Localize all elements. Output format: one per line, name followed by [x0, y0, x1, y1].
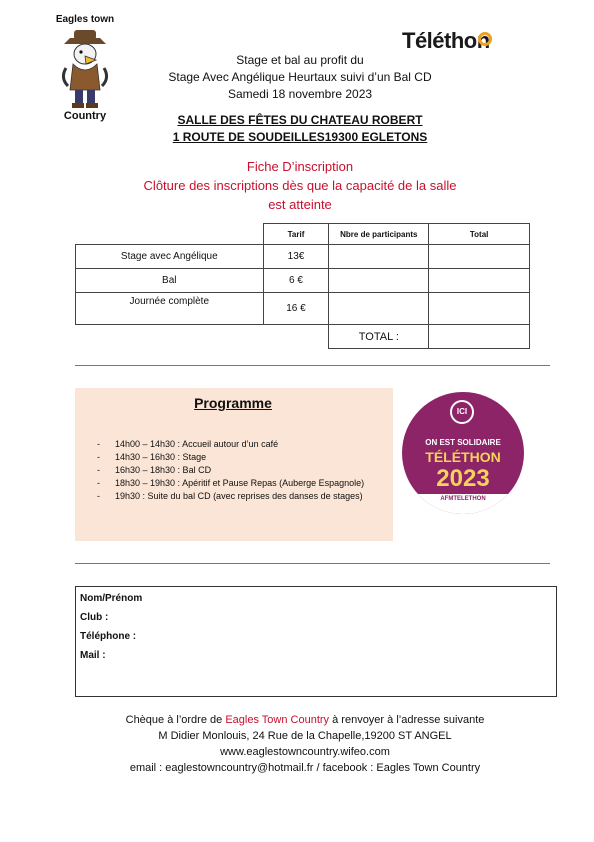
list-item: - 19h30 : Suite du bal CD (avec reprises des danses de stages) [97, 490, 364, 503]
row-tarif: 6 € [263, 269, 329, 293]
participants-cell[interactable] [329, 293, 429, 325]
eagle-cowboy-icon [56, 26, 114, 110]
total-cell[interactable] [429, 245, 530, 269]
participants-cell[interactable] [329, 245, 429, 269]
row-tarif: 16 € [263, 293, 329, 325]
club-field-label: Club : [80, 612, 109, 623]
list-item: - 14h00 – 14h30 : Accueil autour d’un café [97, 438, 364, 451]
name-field-label: Nom/Prénom [80, 593, 143, 604]
table-header-participants: Nbre de participants [329, 224, 429, 245]
list-item: - 14h30 – 16h30 : Stage [97, 451, 364, 464]
logo-bottom-text: Country [63, 110, 107, 122]
cheque-name: Eagles Town Country [225, 714, 330, 726]
table-header-total: Total [429, 224, 530, 245]
row-label: Journée complète [76, 293, 264, 325]
programme-title: Programme [194, 395, 272, 411]
name-field[interactable] [156, 591, 546, 607]
grand-total-cell[interactable] [429, 325, 530, 349]
table-header-tarif: Tarif [263, 224, 329, 245]
club-field[interactable] [156, 610, 546, 626]
website-link[interactable]: www.eaglestowncountry.wifeo.com [220, 746, 390, 758]
venue-line-2: 1 ROUTE DE SOUDEILLES19300 EGLETONS [172, 130, 428, 144]
table-row [76, 293, 530, 325]
fiche-title: Fiche D’inscription [246, 159, 354, 174]
ici-pin-icon: ICI [450, 400, 474, 424]
registration-form [75, 586, 557, 697]
fiche-closing-line-2: est atteinte [268, 197, 332, 212]
cheque-suffix: à renvoyer à l’adresse suivante [329, 714, 485, 726]
phone-field[interactable] [156, 629, 546, 645]
total-label: TOTAL : [329, 325, 429, 349]
cheque-prefix: Chèque à l’ordre de [125, 714, 226, 726]
logo-top-text: Eagles town [55, 14, 115, 25]
table-total-row [76, 325, 530, 349]
telethon-logo-text: Téléthon [402, 28, 490, 53]
row-label: Bal [76, 269, 264, 293]
tariff-table [75, 223, 530, 349]
table-row [76, 245, 530, 269]
header-line-2: Stage Avec Angélique Heurtaux suivi d’un Bal CD [168, 70, 432, 84]
telethon-logo-o-icon [478, 32, 492, 46]
total-row-spacer [76, 325, 264, 349]
mail-field[interactable] [156, 648, 546, 664]
eagles-town-country-logo [42, 14, 128, 126]
programme-list [97, 438, 364, 503]
table-row [76, 269, 530, 293]
badge-afm-text: AFMTELETHON [440, 496, 486, 502]
row-tarif: 13€ [263, 245, 329, 269]
contact-line[interactable]: email : eaglestowncountry@hotmail.fr / facebook : Eagles Town Country [129, 762, 481, 774]
divider [75, 365, 550, 366]
phone-field-label: Téléphone : [80, 631, 137, 642]
telethon-2023-badge [402, 392, 524, 514]
badge-year: 2023 [436, 465, 490, 492]
badge-solidaire: ON EST SOLIDAIRE [425, 438, 501, 447]
table-header-empty [76, 224, 264, 245]
total-cell[interactable] [429, 269, 530, 293]
divider [75, 563, 550, 564]
table-header-row [76, 224, 530, 245]
fiche-closing-line-1: Clôture des inscriptions dès que la capacité de la salle [143, 178, 457, 193]
row-label: Stage avec Angélique [76, 245, 264, 269]
address-line: M Didier Monlouis, 24 Rue de la Chapelle,19200 ST ANGEL [158, 730, 452, 742]
participants-cell[interactable] [329, 269, 429, 293]
header-line-1: Stage et bal au profit du [236, 53, 364, 67]
badge-telethon: TÉLÉTHON [425, 449, 501, 465]
header-line-3: Samedi 18 novembre 2023 [227, 87, 373, 101]
telethon-logo [402, 28, 522, 54]
cheque-line [60, 713, 550, 728]
venue-line-1: SALLE DES FÊTES DU CHATEAU ROBERT [177, 113, 423, 127]
programme-box [75, 388, 393, 541]
total-cell[interactable] [429, 293, 530, 325]
total-row-spacer [263, 325, 329, 349]
list-item: - 18h30 – 19h30 : Apéritif et Pause Repas (Auberge Espagnole) [97, 477, 364, 490]
list-item: - 16h30 – 18h30 : Bal CD [97, 464, 364, 477]
mail-field-label: Mail : [80, 650, 106, 661]
